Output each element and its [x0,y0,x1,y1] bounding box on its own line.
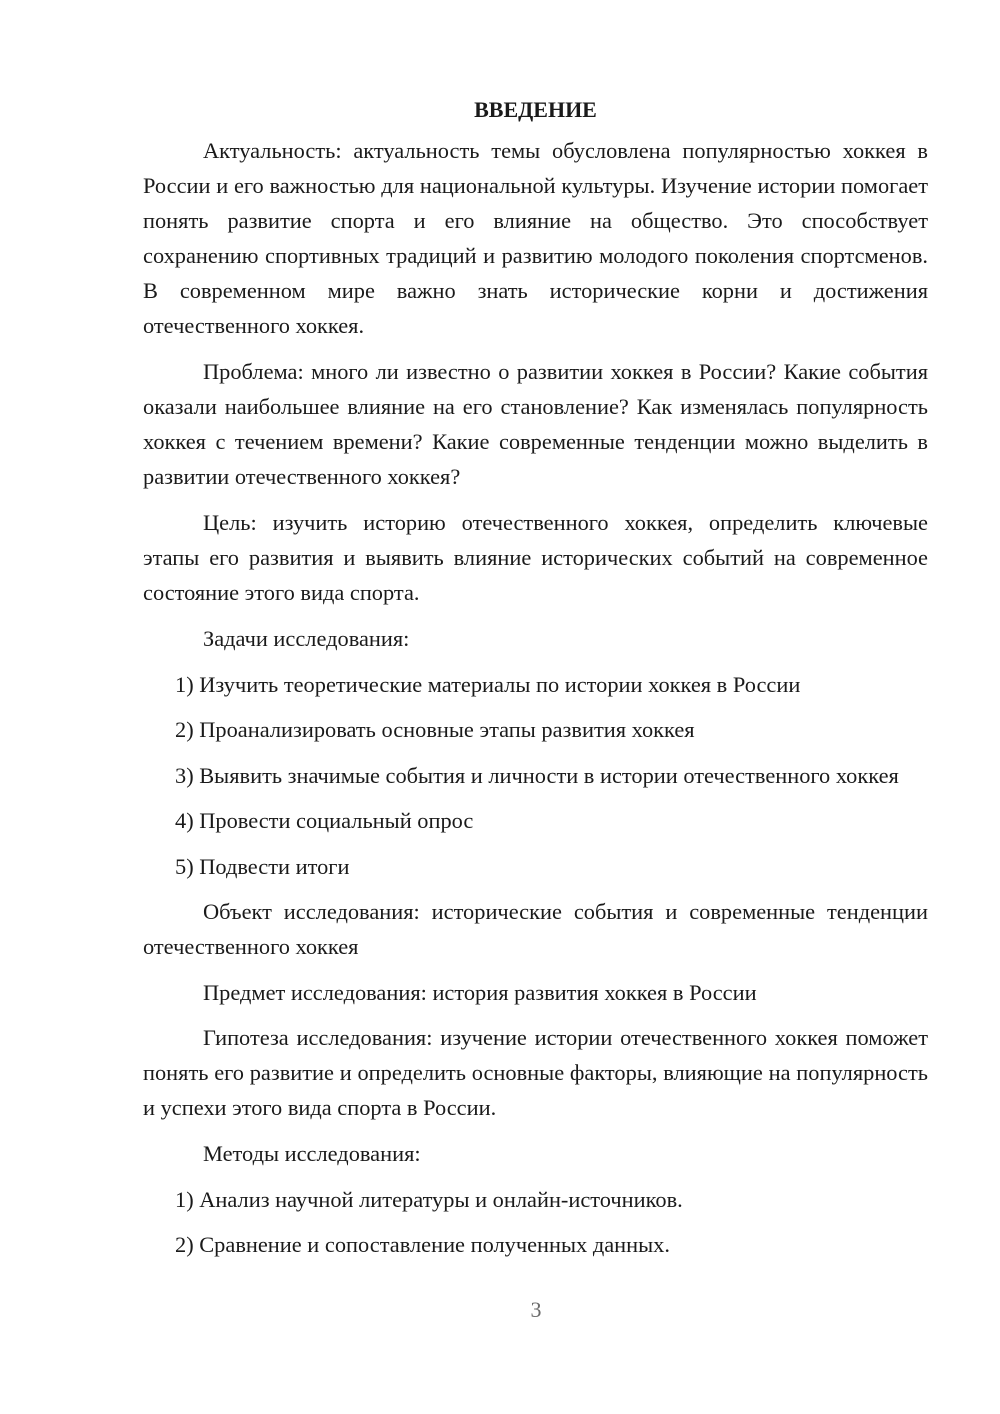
document-page [143,92,928,1262]
task-item-4: 4) Провести социальный опрос [175,808,474,833]
problem-paragraph: Проблема: много ли известно о развитии хоккея в России? Какие события оказали наибольшее влияние на его становление? Как изменялась популярность хоккея с течением времени? Какие современные тенденции можно выделить в развитии отечественного хоккея? [143,359,928,489]
section-title: ВВЕДЕНИЕ [474,97,597,122]
task-item-1: 1) Изучить теоретические материалы по истории хоккея в России [175,671,801,697]
methods-heading: Методы исследования: [203,1141,421,1166]
goal-paragraph: Цель: изучить историю отечественного хоккея, определить ключевые этапы его развития и выявить влияние исторических событий на современное состояние этого вида спорта. [143,510,928,605]
task-item-5: 5) Подвести итоги [175,853,350,879]
tasks-heading: Задачи исследования: [203,626,410,651]
page-number: 3 [530,1297,542,1322]
task-item-3: 3) Выявить значимые события и личности в истории отечественного хоккея [175,762,899,788]
hypothesis-paragraph: Гипотеза исследования: изучение истории отечественного хоккея поможет понять его развитие и определить основные факторы, влияющие на популярность и успехи этого вида спорта в России. [143,1025,928,1120]
method-item-1: 1) Анализ научной литературы и онлайн-источников. [175,1186,683,1212]
subject-paragraph: Предмет исследования: история развития хоккея в России [203,979,757,1005]
relevance-paragraph: Актуальность: актуальность темы обусловлена популярностью хоккея в России и его важностью для национальной культуры. Изучение истории помогает понять развитие спорта и его влияние на общество. Это способствует сохранению спортивных традиций и развитию молодого поколения спортсменов. В современном мире важно знать исторические корни и достижения отечественного хоккея. [143,138,928,338]
method-item-2: 2) Сравнение и сопоставление полученных данных. [175,1232,670,1257]
object-paragraph: Объект исследования: исторические события и современные тенденции отечественного хоккея [143,899,928,959]
task-item-2: 2) Проанализировать основные этапы развития хоккея [175,717,695,742]
